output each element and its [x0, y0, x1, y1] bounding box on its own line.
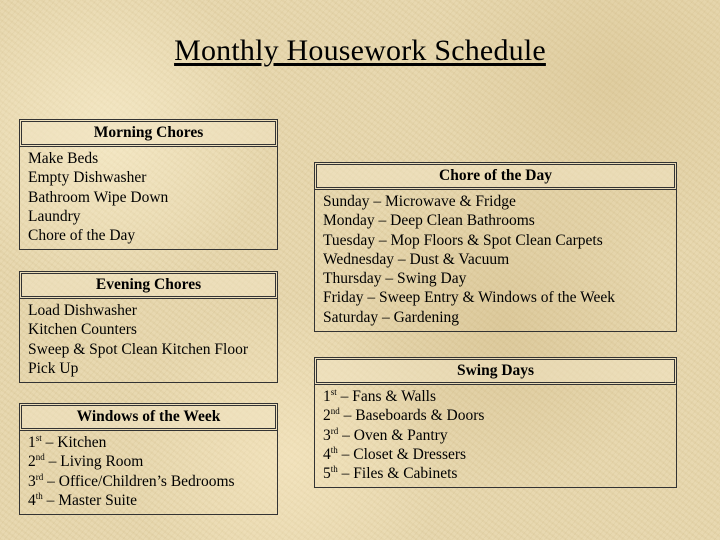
chore-of-the-day-box	[314, 162, 677, 332]
morning-chores-box	[19, 119, 278, 250]
list-item: 4th – Master Suite	[28, 490, 138, 509]
list-item: 2nd – Baseboards & Doors	[323, 406, 485, 425]
swing-days-box	[314, 357, 677, 488]
swing-days-heading: Swing Days	[314, 357, 677, 385]
list-item: 5th – Files & Cabinets	[323, 464, 458, 483]
list-item: Thursday – Swing Day	[323, 270, 467, 288]
morning-chores-list	[19, 147, 278, 250]
page-title: Monthly Housework Schedule	[174, 34, 546, 67]
evening-chores-heading: Evening Chores	[19, 271, 278, 299]
list-item: Make Beds	[28, 150, 99, 167]
list-item: Chore of the Day	[28, 227, 136, 245]
list-item: Sweep & Spot Clean Kitchen Floor	[28, 340, 248, 358]
list-item: 1st – Fans & Walls	[323, 386, 436, 405]
list-item: Sunday – Microwave & Fridge	[323, 193, 516, 210]
windows-of-the-week-heading: Windows of the Week	[19, 403, 278, 431]
list-item: 1st – Kitchen	[28, 432, 107, 451]
chore-of-the-day-list	[314, 190, 677, 332]
list-item: Load Dishwasher	[28, 302, 137, 319]
list-item: Empty Dishwasher	[28, 169, 147, 187]
evening-chores-list	[19, 299, 278, 383]
list-item: Tuesday – Mop Floors & Spot Clean Carpets	[323, 231, 603, 249]
list-item: 4th – Closet & Dressers	[323, 444, 467, 463]
morning-chores-heading: Morning Chores	[19, 119, 278, 147]
list-item: Laundry	[28, 207, 81, 225]
list-item: Wednesday – Dust & Vacuum	[323, 250, 510, 268]
list-item: Friday – Sweep Entry & Windows of the Week	[323, 289, 616, 307]
list-item: 3rd – Oven & Pantry	[323, 425, 448, 444]
chore-of-the-day-heading: Chore of the Day	[314, 162, 677, 190]
list-item: Pick Up	[28, 359, 79, 377]
windows-of-the-week-list	[19, 431, 278, 515]
list-item: Saturday – Gardening	[323, 308, 460, 326]
evening-chores-box	[19, 271, 278, 383]
list-item: 2nd – Living Room	[28, 452, 144, 471]
list-item: Bathroom Wipe Down	[28, 188, 169, 206]
list-item: Monday – Deep Clean Bathrooms	[323, 212, 535, 230]
swing-days-list	[314, 385, 677, 488]
list-item: Kitchen Counters	[28, 321, 137, 339]
list-item: 3rd – Office/Children’s Bedrooms	[28, 471, 235, 490]
windows-of-the-week-box	[19, 403, 278, 515]
